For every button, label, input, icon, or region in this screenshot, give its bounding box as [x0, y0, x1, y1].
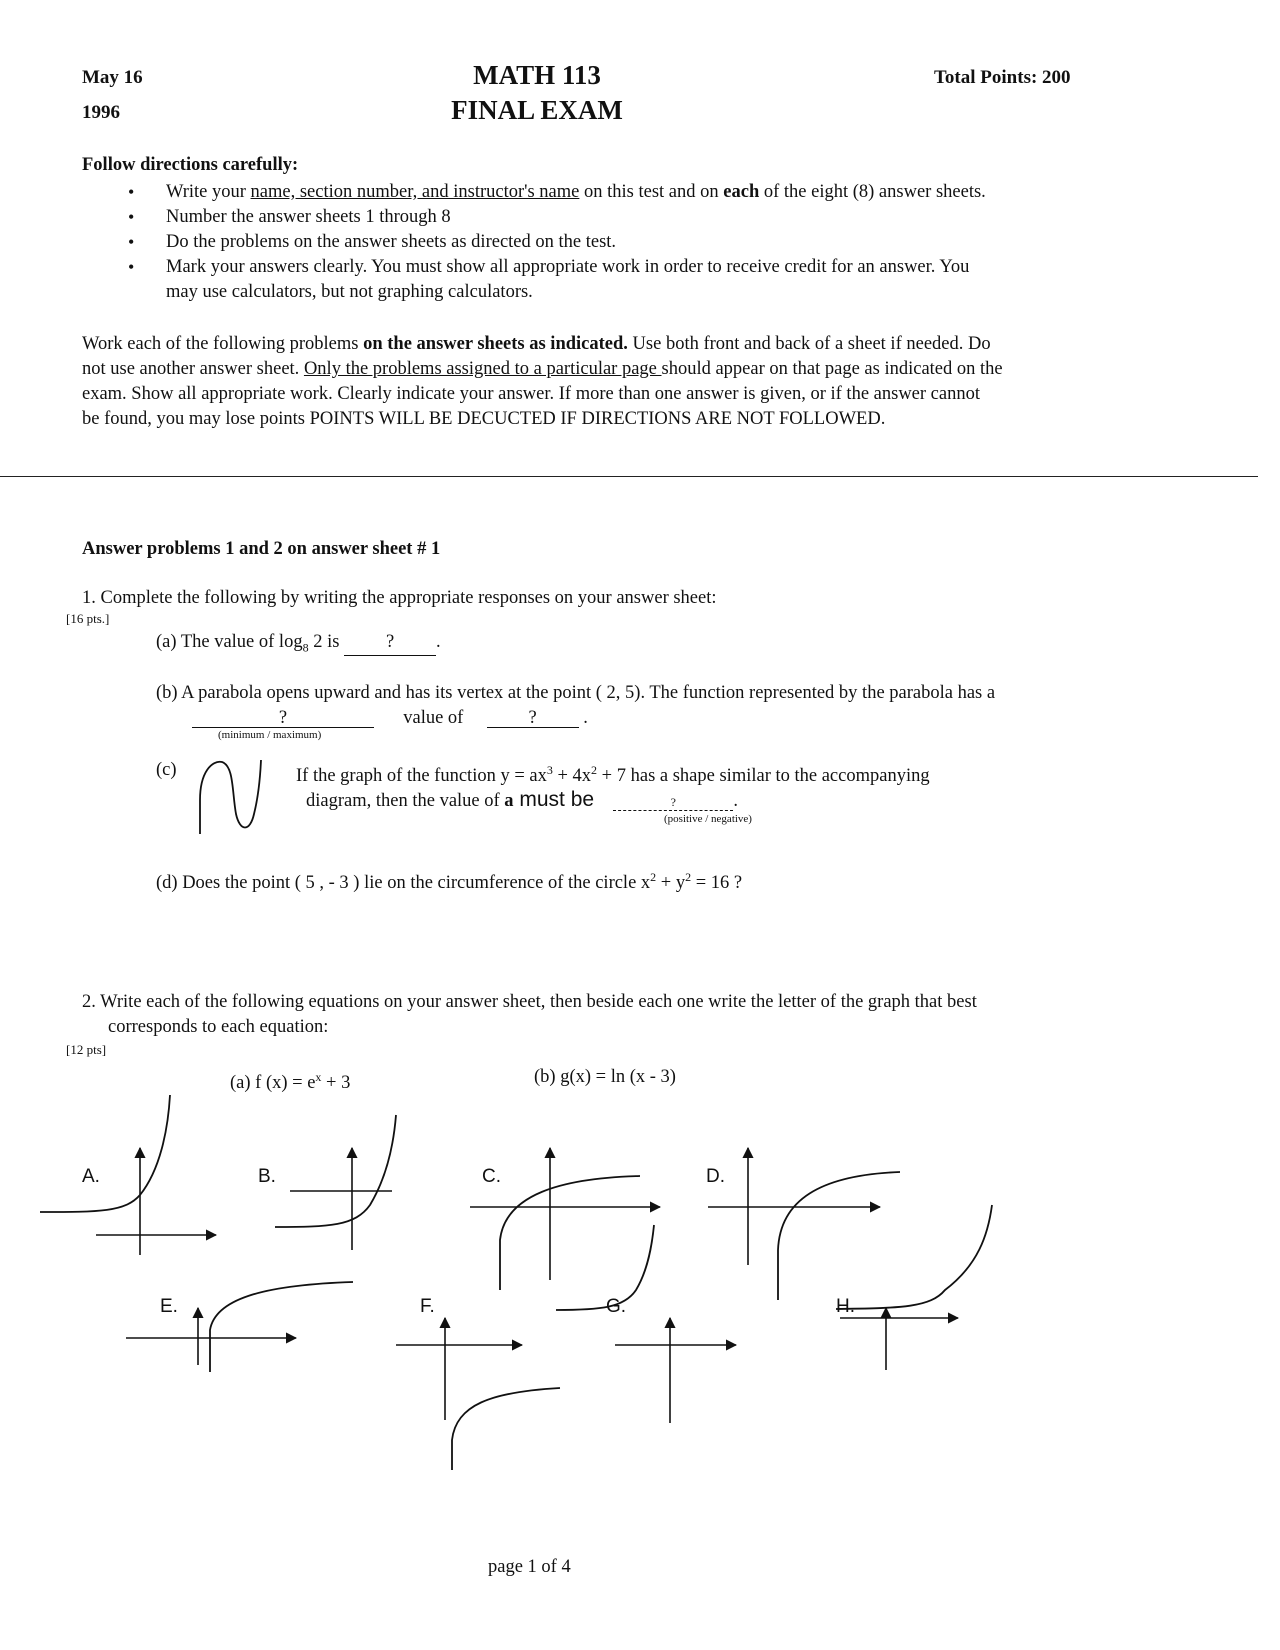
graph-label-c: C. — [482, 1166, 501, 1187]
hint-pos-neg: (positive / negative) — [664, 813, 752, 825]
graph-label-e: E. — [160, 1296, 178, 1317]
graph-label-h: H. — [836, 1296, 855, 1317]
course-title: MATH 113 — [473, 60, 601, 90]
graph-e — [126, 1282, 353, 1372]
graph-label-f: F. — [420, 1296, 435, 1317]
graph-h — [836, 1205, 992, 1370]
graph-label-g: G. — [606, 1296, 627, 1317]
direction-item: • Mark your answers clearly. You must show all appropriate work in order to receive credit for an answer. You may use calculators, but not graphing calculators. — [128, 257, 970, 302]
problem-2-points: [12 pts] — [66, 1042, 107, 1057]
problem-1b-line2: ? value of ? . — [192, 706, 588, 731]
graph-b — [275, 1115, 396, 1250]
graphs-panel — [0, 1090, 1280, 1550]
problem-1c-line2: diagram, then the value of a must be ? . — [306, 788, 738, 811]
hint-min-max: (minimum / maximum) — [218, 729, 322, 741]
total-points: Total Points: 200 — [934, 67, 1071, 88]
graph-d — [708, 1148, 900, 1300]
instructions-paragraph: Work each of the following problems on the answer sheets as indicated. Use both front and back of a sheet if needed. Do not use another answer sheet. Only the problems assigned to a particular page should appear on that page as indicated on the exam. Show all appropriate work. Clearly indicate your answer. If more than one answer is given, or if the answer cannot be found, you may lose points POINTS WILL BE DECUCTED IF DIRECTIONS ARE NOT FOLLOWED. — [82, 334, 1003, 429]
exam-year: 1996 — [82, 102, 120, 123]
problem-1c-label: (c) — [156, 760, 177, 780]
problem-1-stem: 1. Complete the following by writing the appropriate responses on your answer sheet: — [82, 588, 717, 608]
direction-item: • Number the answer sheets 1 through 8 — [128, 207, 451, 227]
exam-title: FINAL EXAM — [451, 95, 623, 125]
underlined-phrase: name, section number, and instructor's name — [250, 182, 580, 202]
graph-label-b: B. — [258, 1166, 276, 1187]
directions-list — [128, 180, 1226, 305]
equation-a: (a) f $(x) = e^x + 3$ — [230, 1070, 351, 1094]
exam-date: May 16 — [82, 67, 143, 88]
problem-1b: (b) A parabola opens upward and has its vertex at the point ( 2, 5). The function represented by the parabola has a — [156, 683, 996, 703]
graph-a — [40, 1095, 216, 1255]
answer-blank: ? — [613, 794, 733, 811]
equation-b: (b) g(x) = ln (x - 3) — [534, 1067, 676, 1087]
graph-label-d: D. — [706, 1166, 725, 1187]
answer-blank: ? — [344, 630, 436, 656]
directions-heading: Follow directions carefully: — [82, 155, 299, 175]
graph-c — [470, 1148, 660, 1290]
answer-blank: ? — [487, 709, 579, 728]
section-heading: Answer problems 1 and 2 on answer sheet # 1 — [82, 539, 441, 559]
cubic-shape-diagram — [192, 752, 268, 838]
problem-1-points: [16 pts.] — [66, 611, 110, 626]
problem-1c-line1: If the graph of the function $y = ax^3 + 4x^2 + 7$ has a shape similar to the accompanying — [296, 763, 930, 787]
direction-item: • Write your name, section number, and instructor's name on this test and on each of the eight (8) answer sheets. — [128, 182, 986, 202]
section-divider — [0, 476, 1258, 477]
page-number: page 1 of 4 — [488, 1557, 571, 1577]
graph-f — [396, 1318, 560, 1470]
problem-1a: (a) The value of $\log_8 2$ is ? . — [156, 632, 441, 655]
answer-blank: ? — [192, 709, 374, 728]
problem-2-stem: 2. Write each of the following equations on your answer sheet, then beside each one write the letter of the graph that best corresponds to each equation: — [82, 992, 977, 1037]
graph-label-a: A. — [82, 1166, 100, 1187]
problem-1d: (d) Does the point ( 5 , - 3 ) lie on the circumference of the circle $x^2 + y^2 = 16$ ? — [156, 870, 743, 894]
direction-item: • Do the problems on the answer sheets as directed on the test. — [128, 232, 617, 252]
cubic-curve — [200, 760, 261, 834]
graph-g — [556, 1225, 736, 1423]
